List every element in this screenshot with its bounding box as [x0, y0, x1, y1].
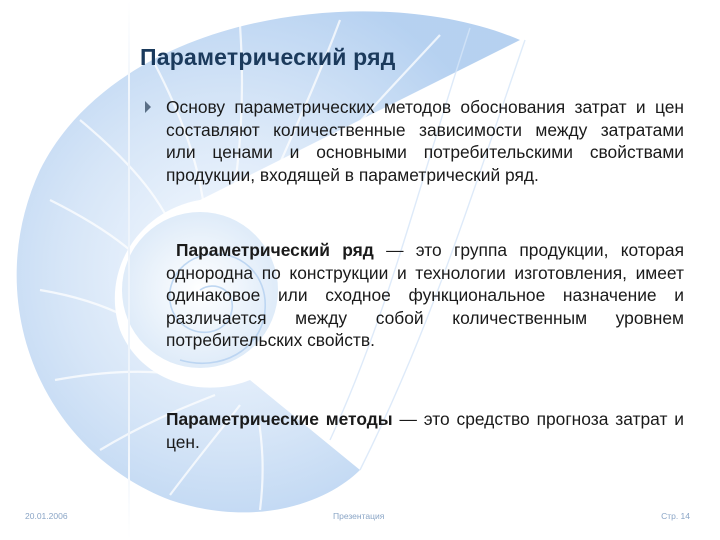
- methods-term: Параметрические методы: [166, 409, 393, 429]
- bullet-paragraph: Основу параметрических методов обоснования затрат и цен составляют количественные зависимости между затратами или ценами и основными потребительскими свойствами продукции, входящей в параметрический ряд.: [166, 97, 684, 185]
- slide-title: Параметрический ряд: [140, 44, 396, 70]
- footer-presentation: Презентация: [333, 511, 385, 521]
- triangle-right-icon: [144, 100, 152, 114]
- methods-text: — это средство прогноза затрат и цен.: [166, 409, 684, 452]
- definition-paragraph: [166, 239, 684, 352]
- methods-paragraph: [166, 408, 684, 453]
- definition-term: Параметрический ряд: [176, 240, 374, 260]
- footer-page-number: Стр. 14: [661, 511, 690, 521]
- title-divider: [128, 0, 130, 540]
- definition-text: — это группа продукции, которая однородна по конструкции и технологии изготовления, имеет одинаковое или сходное функциональное назначение и различается между собой количественным уровнем потребительских свойств.: [166, 240, 685, 351]
- footer-date: 20.01.2006: [25, 511, 68, 521]
